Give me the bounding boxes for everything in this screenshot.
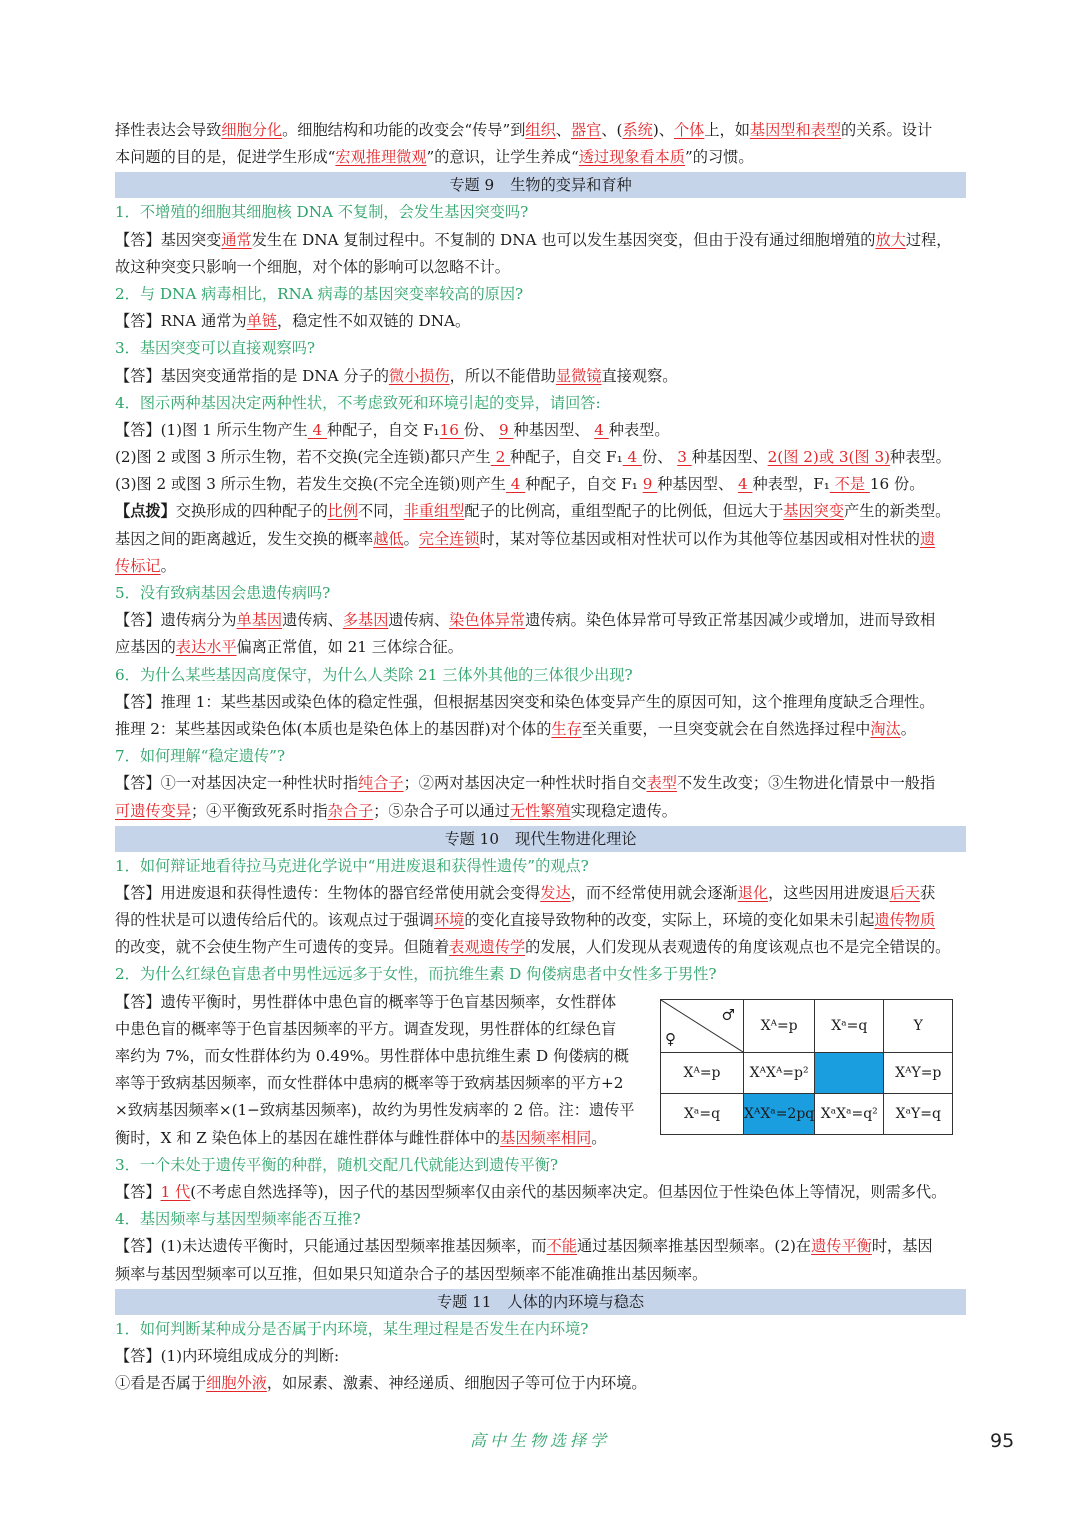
question: 2．为什么红绿色盲患者中男性远远多于女性，而抗维生素 D 佝偻病患者中女性多于男性? — [115, 965, 717, 984]
question: 4．基因频率与基因型频率能否互推? — [115, 1210, 361, 1229]
answer-line: 【答】推理 1：某些基因或染色体的稳定性强，但根据基因突变和染色体变异产生的原因可知，这个推理角度缺乏合理性。 — [115, 692, 935, 711]
tip-line: 基因之间的距离越近，发生交换的概率越低。完全连锁时，某对等位基因或相对性状可以作为其他等位基因或相对性状的遗 — [115, 529, 936, 548]
answer-line: 应基因的表达水平偏离正常值，如 21 三体综合征。 — [115, 638, 463, 657]
answer-line: 【答】(1)未达遗传平衡时，只能通过基因型频率推基因频率，而不能通过基因频率推基因型频率。(2)在遗传平衡时，基因 — [115, 1237, 933, 1256]
answer-line: 频率与基因型频率可以互推，但如果只知道杂合子的基因型频率不能准确推出基因频率。 — [115, 1264, 708, 1283]
topic-10-header: 专题 10 现代生物进化理论 — [115, 826, 966, 852]
answer-line: 【答】1 代(不考虑自然选择等)，因子代的基因型频率仅由亲代的基因频率决定。但基因位于性染色体上等情况，则需多代。 — [115, 1182, 947, 1201]
answer-line: 【答】遗传病分为单基因遗传病、多基因遗传病、染色体异常遗传病。染色体异常可导致正常基因减少或增加，进而导致相 — [115, 611, 936, 630]
question: 3．基因突变可以直接观察吗? — [115, 339, 316, 358]
table-row-label: Xᴬ=p — [661, 1052, 744, 1093]
table-cell: XᵃY=q — [884, 1093, 953, 1134]
page-content — [115, 117, 966, 1397]
answer-line: ①看是否属于细胞外液，如尿素、激素、神经递质、细胞因子等可位于内环境。 — [115, 1374, 647, 1393]
question: 1．如何判断某种成分是否属于内环境，某生理过程是否发生在内环境? — [115, 1319, 589, 1338]
answer-line: 得的性状是可以遗传给后代的。该观点过于强调环境的变化直接导致物种的改变，实际上，环境的变化如果未引起遗传物质 — [115, 911, 936, 930]
answer-line: ×致病基因频率×(1−致病基因频率)，故约为男性发病率的 2 倍。注：遗传平 — [115, 1101, 635, 1120]
question: 3．一个未处于遗传平衡的种群，随机交配几代就能达到遗传平衡? — [115, 1155, 559, 1174]
table-cell: XᴬXᴬ=p² — [744, 1052, 815, 1093]
punnett-table — [660, 999, 953, 1135]
table-header-cell: Y — [884, 999, 953, 1052]
answer-line: 【答】(1)图 1 所示生物产生 4 种配子，自交 F₁16 份、 9 种基因型、 4 种表型。 — [115, 420, 670, 439]
intro-line-1: 择性表达会导致细胞分化。细胞结构和功能的改变会“传导”到组织、器官、(系统)、个体上，如基因型和表型的关系。设计 — [115, 121, 933, 139]
table-row-label: Xᵃ=q — [661, 1093, 744, 1134]
question: 1．如何辩证地看待拉马克进化学说中“用进废退和获得性遗传”的观点? — [115, 856, 589, 875]
answer-line: 【答】基因突变通常指的是 DNA 分子的微小损伤，所以不能借助显微镜直接观察。 — [115, 366, 678, 385]
answer-line: 故这种突变只影响一个细胞，对个体的影响可以忽略不计。 — [115, 257, 510, 276]
question: 1．不增殖的细胞其细胞核 DNA 不复制，会发生基因突变吗? — [115, 203, 529, 222]
answer-with-table — [115, 989, 966, 1152]
question: 7．如何理解“稳定遗传”? — [115, 747, 286, 766]
tip-line: 传标记。 — [115, 556, 176, 575]
answer-line: 中患色盲的概率等于色盲基因频率的平方。调查发现，男性群体的红绿色盲 — [115, 1019, 617, 1038]
answer-line: 衡时，X 和 Z 染色体上的基因在雄性群体与雌性群体中的基因频率相同。 — [115, 1128, 607, 1147]
answer-line: 【答】(1)内环境组成成分的判断: — [115, 1346, 340, 1365]
table-cell-highlight — [815, 1052, 884, 1093]
answer-line: 率等于致病基因频率，而女性群体中患病的概率等于致病基因频率的平方+2 — [115, 1074, 624, 1093]
answer-line: (3)图 2 或图 3 所示生物，若发生交换(不完全连锁)则产生 4 种配子，自交 F₁ 9 种基因型、 4 种表型，F₁ 不是 16 份。 — [115, 475, 925, 494]
answer-line: 推理 2：某些基因或染色体(本质也是染色体上的基因群)对个体的生存至关重要，一旦突变就会在自然选择过程中淘汰。 — [115, 719, 916, 738]
question: 4．图示两种基因决定两种性状，不考虑致死和环境引起的变异，请回答: — [115, 393, 601, 412]
page-number: 95 — [990, 1430, 1015, 1452]
answer-line: 【答】基因突变通常发生在 DNA 复制过程中。不复制的 DNA 也可以发生基因突变，但由于没有通过细胞增殖的放大过程， — [115, 230, 952, 249]
intro-line-2: 本问题的目的是，促进学生形成“宏观推理微观”的意识，让学生养成“透过现象看本质”的习惯。 — [115, 148, 754, 167]
female-symbol: ♀ — [665, 1029, 676, 1048]
tip-line: 【点拨】交换形成的四种配子的比例不同，非重组型配子的比例高，重组型配子的比例低，但远大于基因突变产生的新类型。 — [115, 502, 951, 521]
answer-line: 的改变，就不会使生物产生可遗传的变异。但随着表观遗传学的发展，人们发现从表观遗传的角度该观点也不是完全错误的。 — [115, 938, 951, 957]
answer-line: 【答】遗传平衡时，男性群体中患色盲的概率等于色盲基因频率，女性群体 — [115, 992, 617, 1011]
table-cell: XᵃXᵃ=q² — [815, 1093, 884, 1134]
table-cell-highlight: XᴬXᵃ=2pq — [744, 1093, 815, 1134]
answer-line: 【答】①一对基因决定一种性状时指纯合子；②两对基因决定一种性状时指自交表型不发生改变；③生物进化情景中一般指 — [115, 774, 936, 793]
question: 6．为什么某些基因高度保守，为什么人类除 21 三体外其他的三体很少出现? — [115, 665, 633, 684]
table-corner — [661, 999, 744, 1052]
answer-line: 【答】RNA 通常为单链，稳定性不如双链的 DNA。 — [115, 312, 471, 331]
question: 2．与 DNA 病毒相比，RNA 病毒的基因突变率较高的原因? — [115, 284, 524, 303]
topic-9-header: 专题 9 生物的变异和育种 — [115, 172, 966, 198]
table-cell: XᴬY=p — [884, 1052, 953, 1093]
answer-line: (2)图 2 或图 3 所示生物，若不交换(完全连锁)都只产生 2 种配子，自交 F₁ 4 份、 3 种基因型、2(图 2)或 3(图 3)种表型。 — [115, 448, 951, 467]
male-symbol: ♂ — [721, 1005, 735, 1024]
question: 5．没有致病基因会患遗传病吗? — [115, 584, 331, 602]
table-header-cell: Xᵃ=q — [815, 999, 884, 1052]
answer-line: 率约为 7%，而女性群体约为 0.49%。男性群体中患抗维生素 D 佝偻病的概 — [115, 1047, 629, 1065]
footer-brand: 高中生物选择学 — [469, 1431, 610, 1450]
answer-line: 可遗传变异；④平衡致死系时指杂合子；⑤杂合子可以通过无性繁殖实现稳定遗传。 — [115, 801, 677, 820]
table-header-cell: Xᴬ=p — [744, 999, 815, 1052]
topic-11-header: 专题 11 人体的内环境与稳态 — [115, 1289, 966, 1315]
answer-line: 【答】用进废退和获得性遗传：生物体的器官经常使用就会变得发达，而不经常使用就会逐渐退化，这些因用进废退后天获 — [115, 883, 936, 902]
